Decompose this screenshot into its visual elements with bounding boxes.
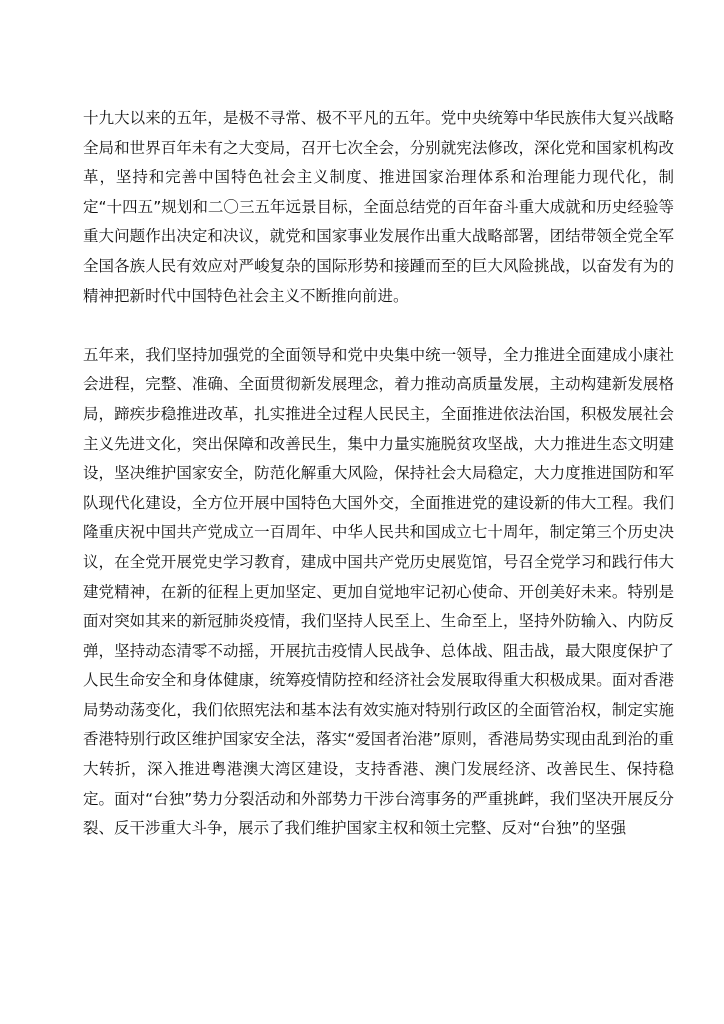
paragraph-2: 五年来，我们坚持加强党的全面领导和党中央集中统一领导，全力推进全面建成小康社会进程，完整、准确、全面贯彻新发展理念，着力推动高质量发展，主动构建新发展格局，蹄疾步稳推进改革，扎实推进全过程人民民主，全面推进依法治国，积极发展社会主义先进文化，突出保障和改善民生，集中力量实施脱贫攻坚战，大力推进生态文明建设，坚决维护国家安全，防范化解重大风险，保持社会大局稳定，大力度推进国防和军队现代化建设，全方位开展中国特色大国外交，全面推进党的建设新的伟大工程。我们隆重庆祝中国共产党成立一百周年、中华人民共和国成立七十周年，制定第三个历史决议，在全党开展党史学习教育，建成中国共产党历史展览馆，号召全党学习和践行伟大建党精神，在新的征程上更加坚定、更加自觉地牢记初心使命、开创美好未来。特别是面对突如其来的新冠肺炎疫情，我们坚持人民至上、生命至上，坚持外防输入、内防反弹，坚持动态清零不动摇，开展抗击疫情人民战争、总体战、阻击战，最大限度保护了人民生命安全和身体健康，统筹疫情防控和经济社会发展取得重大积极成果。面对香港局势动荡变化，我们依照宪法和基本法有效实施对特别行政区的全面管治权，制定实施香港特别行政区维护国家安全法，落实“爱国者治港”原则，香港局势实现由乱到治的重大转折，深入推进粤港澳大湾区建设，支持香港、澳门发展经济、改善民生、保持稳定。面对“台独”势力分裂活动和外部势力干涉台湾事务的严重挑衅，我们坚决开展反分裂、反干涉重大斗争，展示了我们维护国家主权和领土完整、反对“台独”的坚强 (83, 345, 674, 838)
document-page (83, 104, 674, 844)
paragraph-1: 十九大以来的五年，是极不寻常、极不平凡的五年。党中央统筹中华民族伟大复兴战略全局和世界百年未有之大变局，召开七次全会，分别就宪法修改，深化党和国家机构改革，坚持和完善中国特色社会主义制度、推进国家治理体系和治理能力现代化，制定“十四五”规划和二〇三五年远景目标，全面总结党的百年奋斗重大成就和历史经验等重大问题作出决定和决议，就党和国家事业发展作出重大战略部署，团结带领全党全军全国各族人民有效应对严峻复杂的国际形势和接踵而至的巨大风险挑战，以奋发有为的精神把新时代中国特色社会主义不断推向前进。 (83, 109, 674, 305)
